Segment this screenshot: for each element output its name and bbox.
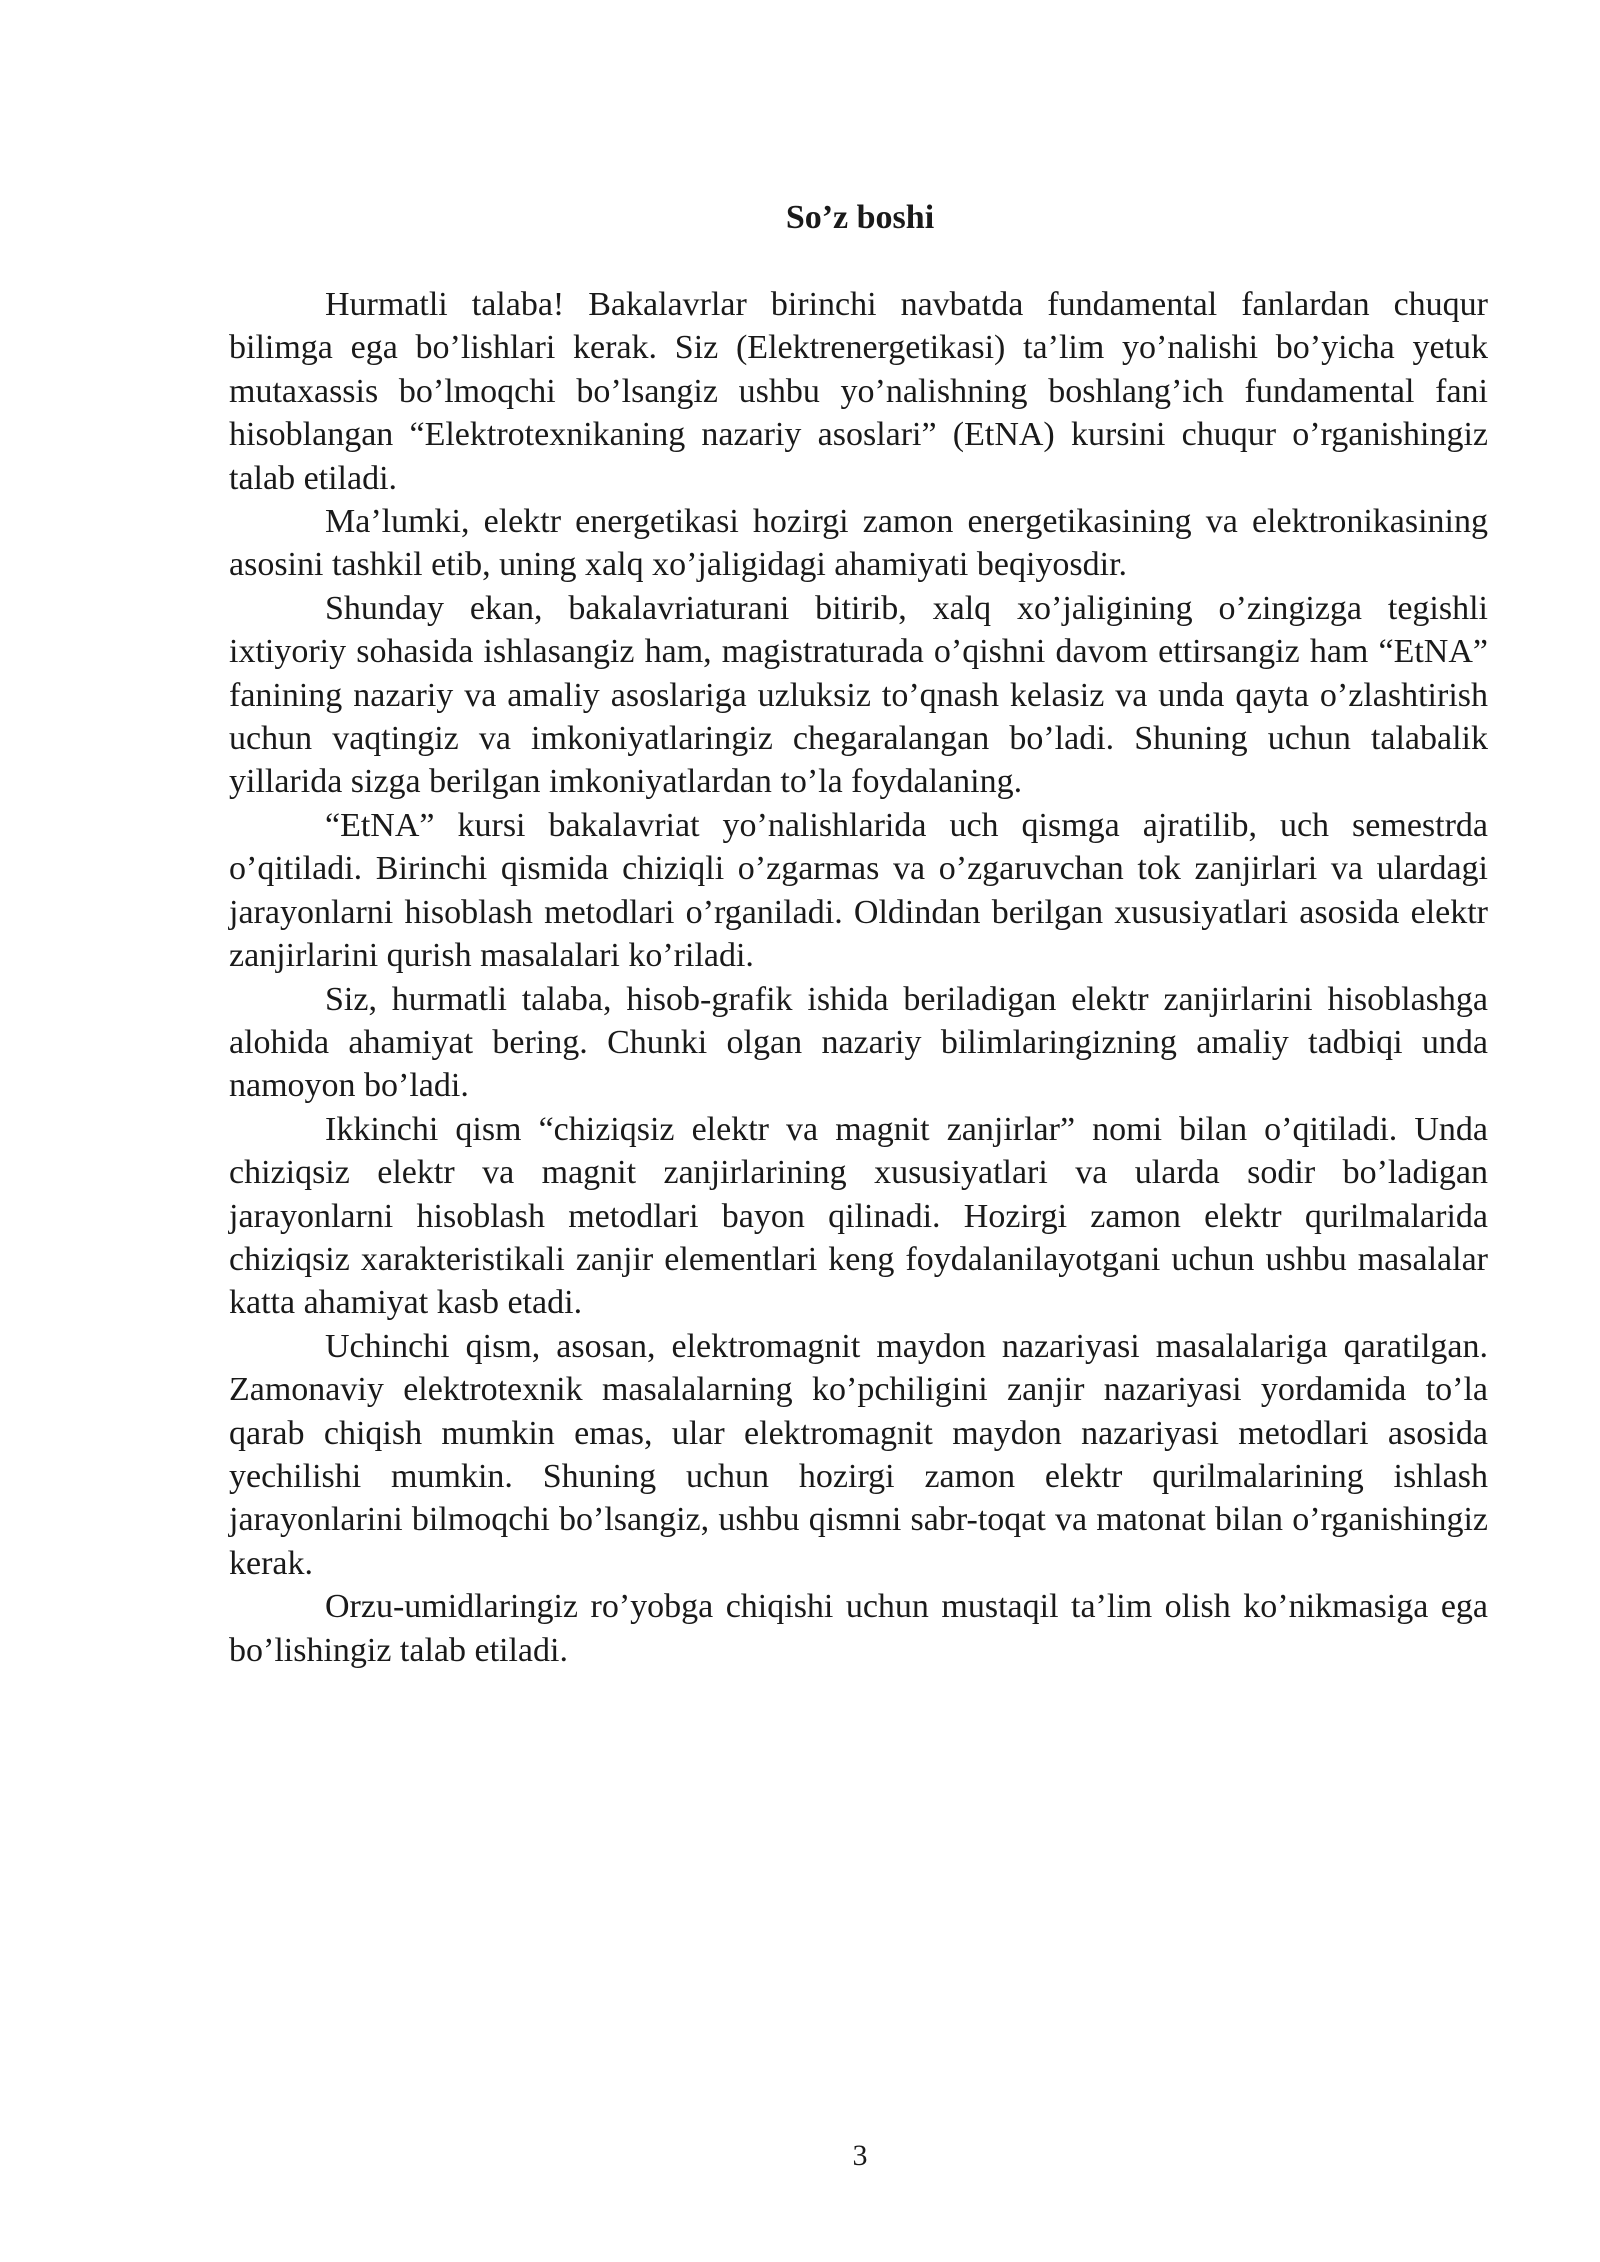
paragraph: Ma’lumki, elektr energetikasi hozirgi zamon energetikasining va elektronikasining asosini tashkil etib, uning xalq xo’jaligidagi ahamiyati beqiyosdir. [229, 503, 1488, 584]
paragraph: “EtNA” kursi bakalavriat yo’nalishlarida uch qismga ajratilib, uch semestrda o’qitiladi. Birinchi qismida chiziqli o’zgarmas va o’zgaruvchan tok zanjirlari va ulardagi jarayonlarni hisoblash metodlari o’rganiladi. Oldindan berilgan xususiyatlari asosida elektr zanjirlarini qurish masalalari ko’riladi. [229, 806, 1488, 975]
paragraph: Siz, hurmatli talaba, hisob-grafik ishida beriladigan elektr zanjirlarini hisoblashga alohida ahamiyat bering. Chunki olgan nazariy bilimlaringizning amaliy tadbiqi unda namoyon bo’ladi. [229, 980, 1488, 1105]
paragraph: Uchinchi qism, asosan, elektromagnit maydon nazariyasi masalalariga qaratilgan. Zamonaviy elektrotexnik masalalarning ko’pchiligini zanjir nazariyasi yordamida to’la qarab chiqish mumkin emas, ular elektromagnit maydon nazariyasi metodlari asosida yechilishi mumkin. Shuning uchun hozirgi zamon elektr qurilmalarining ishlash jarayonlarini bilmoqchi bo’lsangiz, ushbu qismni sabr-toqat va matonat bilan o’rganishingiz kerak. [229, 1327, 1488, 1582]
body-text [229, 283, 1488, 1672]
paragraph: Orzu-umidlaringiz ro’yobga chiqishi uchun mustaqil ta’lim olish ko’nikmasiga ega bo’lishingiz talab etiladi. [229, 1588, 1488, 1669]
paragraph: Hurmatli talaba! Bakalavrlar birinchi navbatda fundamental fanlardan chuqur bilimga ega bo’lishlari kerak. Siz (Elektrenergetikasi) ta’lim yo’nalishi bo’yicha yetuk mutaxassis bo’lmoqchi bo’lsangiz ushbu yo’nalishning boshlang’ich fundamental fani hisoblangan “Elektrotexnikaning nazariy asoslari” (EtNA) kursini chuqur o’rganishingiz talab etiladi. [229, 286, 1488, 497]
page-title: So’z boshi [785, 199, 935, 236]
paragraph: Ikkinchi qism “chiziqsiz elektr va magnit zanjirlar” nomi bilan o’qitiladi. Unda chiziqsiz elektr va magnit zanjirlarining xususiyatlari va ularda sodir bo’ladigan jarayonlarni hisoblash metodlari bayon qilinadi. Hozirgi zamon elektr qurilmalarida chiziqsiz xarakteristikali zanjir elementlari keng foydalanilayotgani uchun ushbu masalalar katta ahamiyat kasb etadi. [229, 1110, 1488, 1322]
paragraph: Shunday ekan, bakalavriaturani bitirib, xalq xo’jaligining o’zingizga tegishli ixtiyoriy sohasida ishlasangiz ham, magistraturada o’qishni davom ettirsangiz ham “EtNA” fanining nazariy va amaliy asoslariga uzluksiz to’qnash kelasiz va unda qayta o’zlashtirish uchun vaqtingiz va imkoniyatlaringiz chegaralangan bo’ladi. Shuning uchun talabalik yillarida sizga berilgan imkoniyatlardan to’la foydalaning. [229, 589, 1488, 801]
page-number: 3 [852, 2139, 868, 2172]
